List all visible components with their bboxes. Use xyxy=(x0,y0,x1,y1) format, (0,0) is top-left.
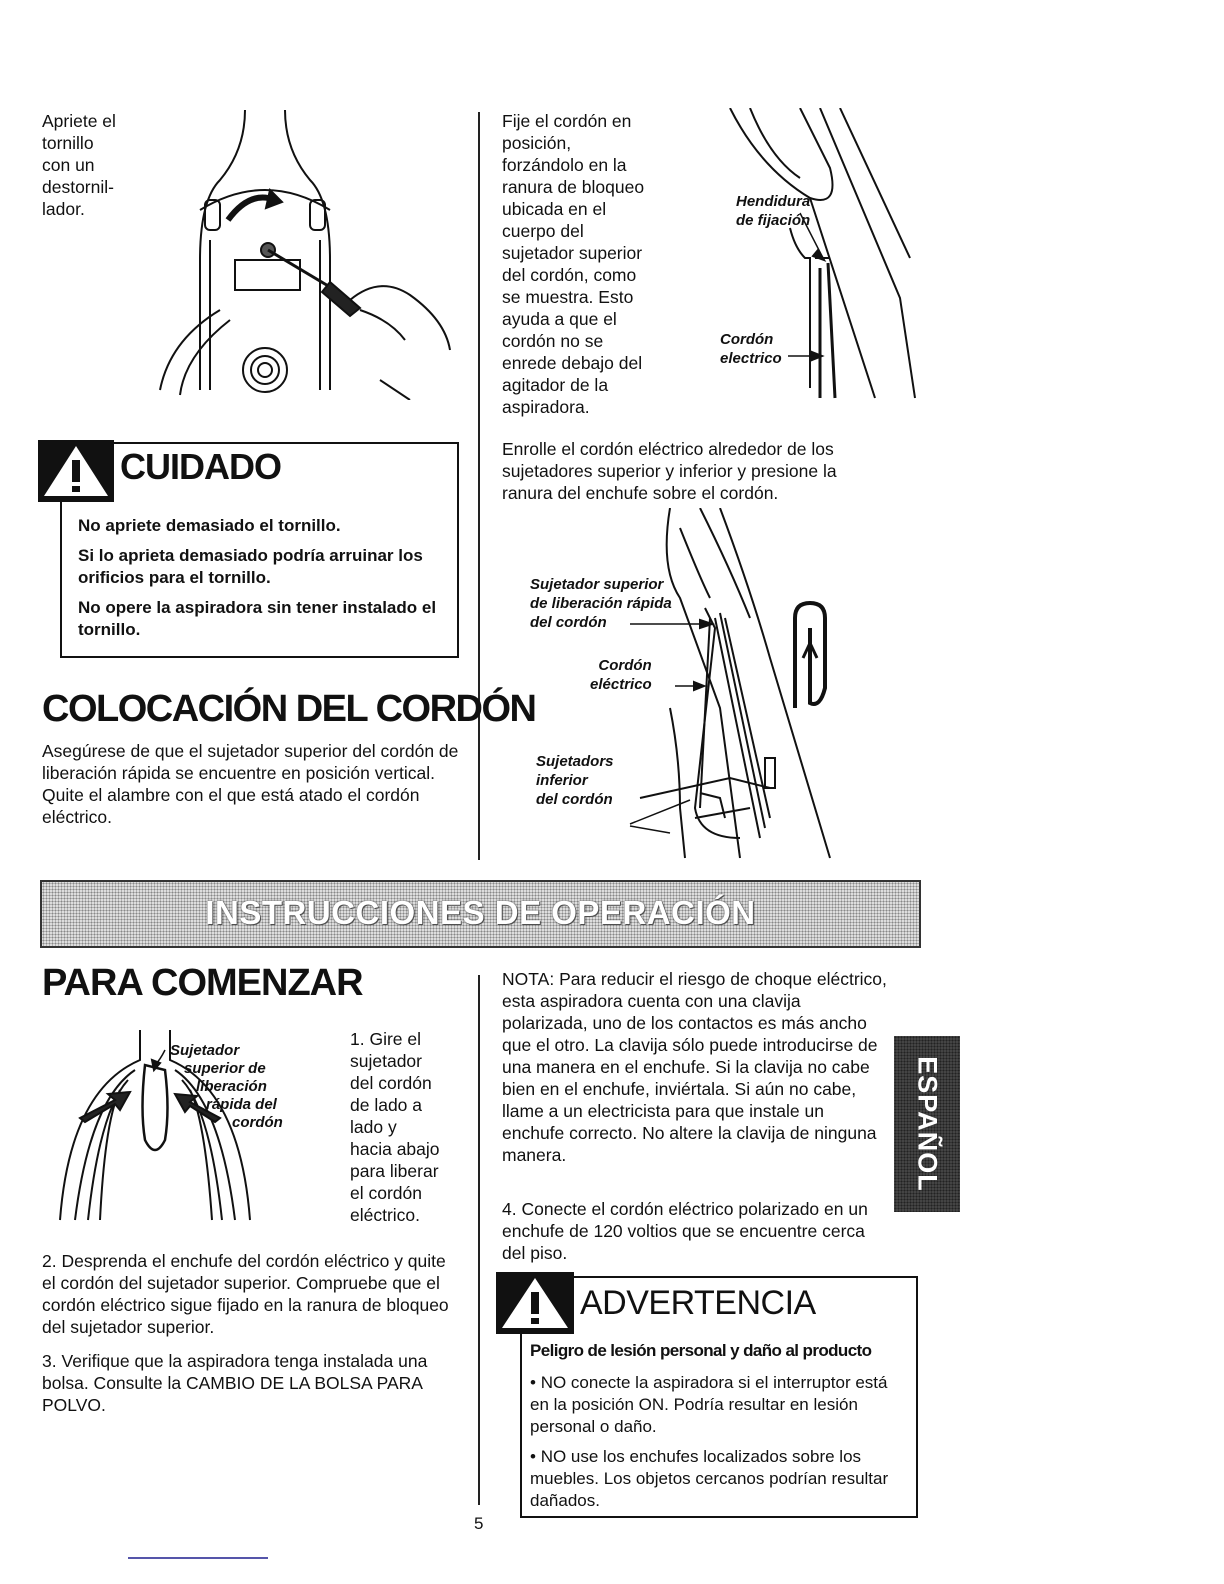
label-lower-hook: Sujetadors inferior del cordón xyxy=(536,753,614,808)
fix-cord-text: Fije el cordón en posición, forzándolo en la ranura de bloqueo ubicada en el cuerpo del sujetador superior del cordón, como se muestra. Esto ayuda a que el cordón no se enrede debajo del agitador de la aspiradora. xyxy=(502,111,645,417)
page-number: 5 xyxy=(474,1514,484,1533)
footer-line xyxy=(128,1557,268,1559)
operation-banner xyxy=(40,880,921,948)
cuidado-body: No apriete demasiado el tornillo. Si lo aprieta demasiado podría arruinar los orificios para el tornillo. No opere la aspiradora sin tener instalado el tornillo. xyxy=(78,516,437,639)
step3-text: 3. Verifique que la aspiradora tenga instalada una bolsa. Consulte la CAMBIO DE LA BOLSA PARA POLVO. xyxy=(42,1351,428,1415)
column-divider-top xyxy=(478,112,480,860)
label-upper-hook: Sujetador superior de liberación rápida del cordón xyxy=(530,576,672,631)
advertencia-title: ADVERTENCIA xyxy=(580,1284,816,1322)
advertencia-bullet-1: • NO conecte la aspiradora si el interruptor está en la posición ON. Podría resultar en lesión personal o daño. xyxy=(530,1373,888,1436)
label-cordon-electrico-1: Cordón electrico xyxy=(720,331,782,367)
label-cordon-electrico-2: Cordón eléctrico xyxy=(590,657,652,693)
wrap-cord-text: Enrolle el cordón eléctrico alrededor de los sujetadores superior y inferior y presione la ranura del enchufe sobre el cordón. xyxy=(502,439,837,503)
operation-banner-title: INSTRUCCIONES DE OPERACIÓN xyxy=(205,894,756,931)
cuidado-title: CUIDADO xyxy=(120,446,281,487)
step4-text: 4. Conecte el cordón eléctrico polarizado en un enchufe de 120 voltios que se encuentre cerca del piso. xyxy=(502,1199,868,1263)
label-hook-figure: Sujetador superior de liberación rápida del cordón xyxy=(170,1042,283,1131)
screwdriver-illustration xyxy=(150,110,460,400)
warning-triangle-icon-2 xyxy=(496,1272,574,1334)
language-tab: ESPAÑOL xyxy=(894,1036,960,1212)
warning-triangle-icon xyxy=(38,440,114,502)
advertencia-body: Peligro de lesión personal y daño al producto • NO conecte la aspiradora si el interruptor está en la posición ON. Podría resultar en lesión personal o daño. • NO use los enchufes localizados sobre los muebles. Los objetos cercanos podrían resultar dañados. xyxy=(530,1340,908,1520)
column-divider-bottom xyxy=(478,975,480,1505)
cord-placement-heading: COLOCACIÓN DEL CORDÓN xyxy=(42,688,536,730)
label-hendidura: Hendidura de fijación xyxy=(736,193,811,229)
step2-text: 2. Desprenda el enchufe del cordón eléctrico y quite el cordón del sujetador superior. Compruebe que el cordón eléctrico sigue fijado en la ranura de bloqueo del sujetador superior. xyxy=(42,1251,449,1337)
cord-placement-body: Asegúrese de que el sujetador superior del cordón de liberación rápida se encuentre en posición vertical. Quite el alambre con el que está atado el cordón eléctrico. xyxy=(42,741,459,827)
screw-instruction: Apriete el tornillo con un destornil- lador. xyxy=(42,111,116,219)
getting-started-heading: PARA COMENZAR xyxy=(42,962,363,1004)
nota-text: NOTA: Para reducir el riesgo de choque eléctrico, esta aspiradora cuenta con una clavija polarizada, uno de los contactos es más ancho que el otro. La clavija sólo puede introducirse de una manera en el enchufe. Si la clavija no cabe bien en el enchufe, inviértala. Si aún no cabe, llame a un electricista para que instale un enchufe correcto. No altere la clavija de ninguna manera. xyxy=(502,969,887,1165)
step1-text: 1. Gire el sujetador del cordón de lado a lado y hacia abajo para liberar el cordón eléctrico. xyxy=(350,1029,440,1225)
advertencia-bullet-2: • NO use los enchufes localizados sobre los muebles. Los objetos cercanos podrían resultar dañados. xyxy=(530,1447,889,1510)
